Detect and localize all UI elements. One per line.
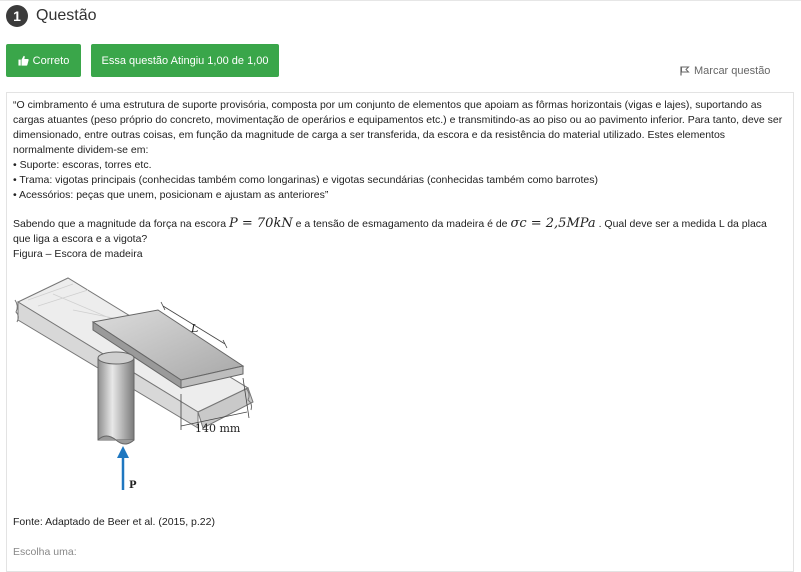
support-post: [98, 358, 134, 440]
grade-badge: [91, 44, 279, 77]
flag-question-label[interactable]: Marcar questão: [694, 65, 771, 77]
question-header: [6, 5, 96, 27]
thumbs-up-icon: [18, 55, 29, 66]
choose-one-label: Escolha uma:: [13, 546, 77, 558]
correct-status-label: Correto: [32, 54, 70, 67]
bullet-trama: • Trama: vigotas principais (conhecidas também como longarinas) e vigotas secundárias (conhecidas também como barrotes): [13, 174, 598, 186]
prompt-middle: e a tensão de esmagamento da madeira é de: [295, 218, 508, 230]
figure-source: Fonte: Adaptado de Beer et al. (2015, p.22): [13, 516, 215, 528]
stress-formula: σc = 2,5MPa: [510, 216, 596, 231]
force-P-label: P: [129, 480, 137, 491]
wood-shoring-figure: [13, 270, 268, 495]
grade-label: Essa questão Atingiu 1,00 de 1,00: [101, 54, 269, 67]
question-number-badge: 1: [6, 5, 28, 27]
force-formula: P = 70kN: [229, 216, 293, 231]
flag-icon: [680, 66, 690, 76]
bullet-acessorios: • Acessórios: peças que unem, posicionam e ajustam as anteriores”: [13, 189, 329, 201]
dimension-140mm-label: 140 mm: [195, 422, 241, 435]
intro-paragraph: “O cimbramento é uma estrutura de suporte provisória, composta por um conjunto de elementos que apoiam as fôrmas horizontais (vigas e lajes), suportando as cargas atuantes (peso próprio do concreto, movimentação de operários e equipamentos etc.) e transmitindo-as ao piso ou ao pavimento inferior. Para tanto, deve ser dimensionado, entre outras coisas, em função da magnitude de carga a ser transferida, da escora e da resistência do material utilizado. Estes elementos normalmente dividem-se em:: [13, 99, 783, 156]
prompt-suffix: . Qual deve ser a medida L da placa que liga a escora e a vigota?: [13, 218, 767, 245]
dimension-L-label: L: [191, 322, 199, 335]
question-title: Questão: [36, 7, 97, 24]
question-text: [13, 98, 783, 203]
prompt-prefix: Sabendo que a magnitude da força na escora: [13, 218, 227, 230]
flag-question-link[interactable]: [680, 65, 770, 77]
bullet-suporte: • Suporte: escoras, torres etc.: [13, 159, 152, 171]
question-prompt: [13, 216, 773, 262]
figure-caption: Figura – Escora de madeira: [13, 248, 143, 260]
correct-status-badge: [6, 44, 81, 77]
top-divider: [0, 0, 801, 1]
